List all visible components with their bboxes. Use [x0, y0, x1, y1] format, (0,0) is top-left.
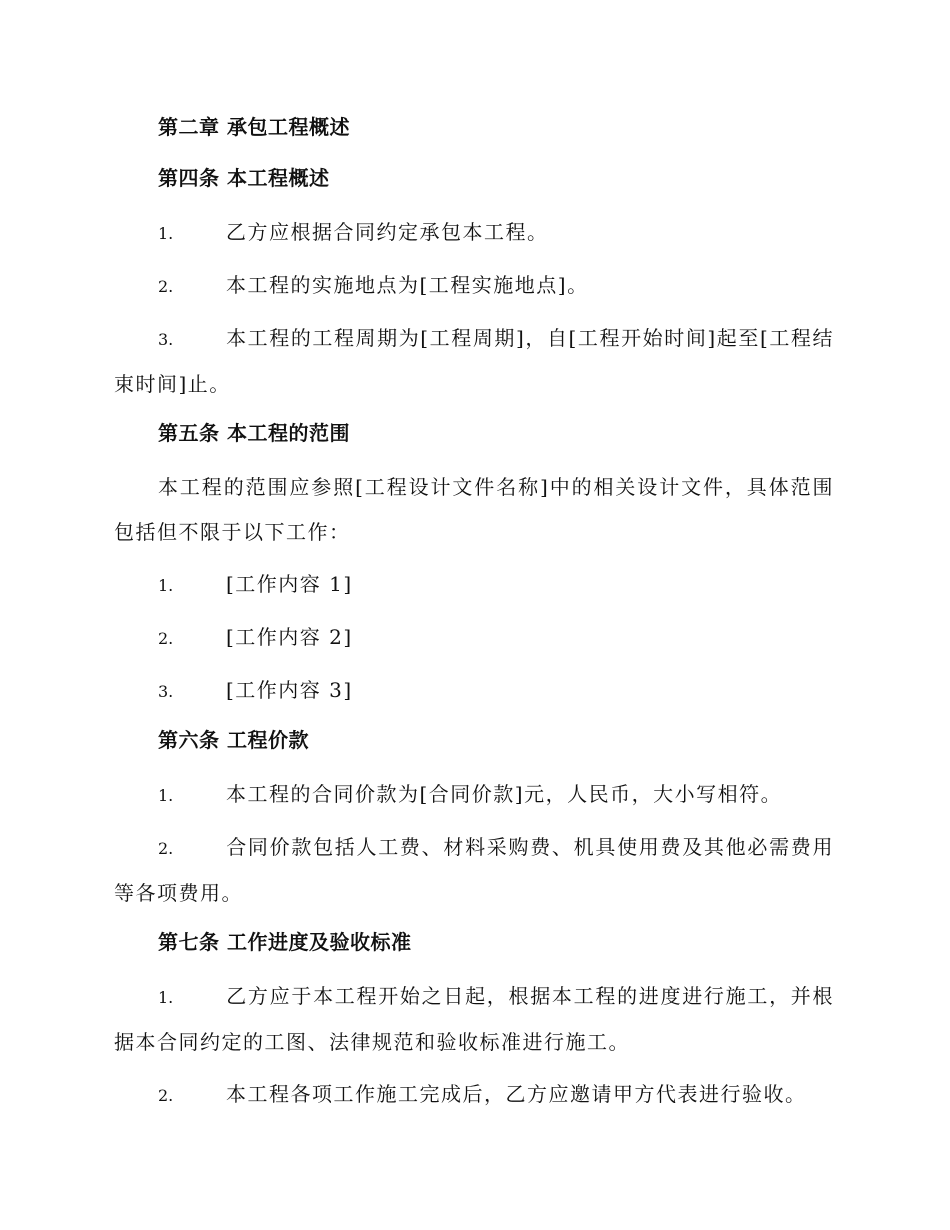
- list-text: [工作内容 3]: [226, 678, 353, 702]
- list-text: 合同价款包括人工费、材料采购费、机具使用费及其他必需费用等各项费用。: [114, 835, 834, 905]
- list-number: 2.: [158, 839, 174, 858]
- list-number: 1.: [158, 224, 174, 243]
- list-item: [114, 210, 834, 256]
- list-item: [114, 316, 834, 407]
- chapter-heading: 第二章 承包工程概述: [158, 115, 350, 139]
- list-item: [114, 974, 834, 1065]
- list-text: 本工程各项工作施工完成后，乙方应邀请甲方代表进行验收。: [226, 1082, 807, 1106]
- list-number: 2.: [158, 277, 174, 296]
- article-heading: 第七条 工作进度及验收标准: [158, 930, 412, 954]
- list-number: 1.: [158, 576, 174, 595]
- article-heading: 第四条 本工程概述: [158, 166, 330, 190]
- list-text: 乙方应于本工程开始之日起，根据本工程的进度进行施工，并根据本合同约定的工图、法律规范和验收标准进行施工。: [114, 984, 834, 1054]
- list-number: 2.: [158, 1086, 174, 1105]
- list-text: [工作内容 1]: [226, 572, 353, 596]
- list-number: 3.: [158, 682, 174, 701]
- list-item: [114, 772, 834, 818]
- list-text: [工作内容 2]: [226, 625, 353, 649]
- list-number: 2.: [158, 629, 174, 648]
- list-item: [114, 615, 834, 661]
- list-number: 1.: [158, 988, 174, 1007]
- paragraph: 本工程的范围应参照[工程设计文件名称]中的相关设计文件，具体范围包括但不限于以下工作：: [114, 475, 834, 544]
- list-text: 乙方应根据合同约定承包本工程。: [226, 220, 549, 244]
- article-heading: 第六条 工程价款: [158, 728, 309, 752]
- list-text: 本工程的合同价款为[合同价款]元，人民币，大小写相符。: [226, 782, 783, 806]
- article-heading: 第五条 本工程的范围: [158, 421, 350, 445]
- list-item: [114, 1072, 834, 1118]
- list-text: 本工程的实施地点为[工程实施地点]。: [226, 273, 589, 297]
- list-item: [114, 263, 834, 309]
- list-item: [114, 825, 834, 916]
- list-number: 3.: [158, 330, 174, 349]
- list-number: 1.: [158, 786, 174, 805]
- list-item: [114, 668, 834, 714]
- list-text: 本工程的工程周期为[工程周期]，自[工程开始时间]起至[工程结束时间]止。: [114, 326, 834, 396]
- list-item: [114, 562, 834, 608]
